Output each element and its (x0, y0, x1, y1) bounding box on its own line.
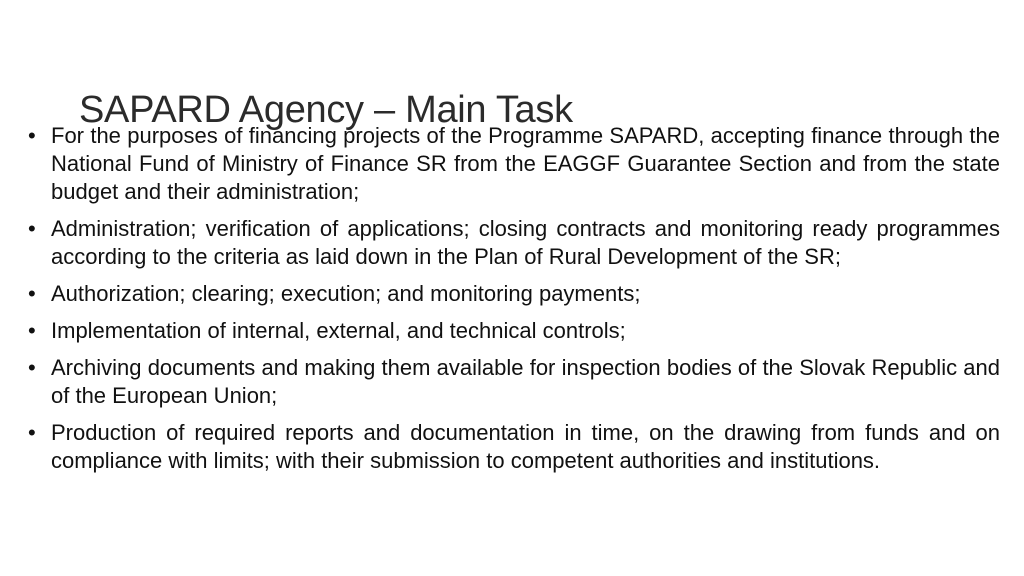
bullet-item (28, 317, 1000, 345)
slide-title: SAPARD Agency – Main Task (79, 89, 573, 132)
bullet-item (28, 354, 1000, 410)
bullet-item (28, 215, 1000, 271)
bullet-icon: • (28, 420, 36, 445)
bullet-text: Production of required reports and documentation in time, on the drawing from funds and on compliance with limits; with their submission to competent authorities and institutions. (51, 420, 1000, 473)
bullet-text: For the purposes of financing projects of the Programme SAPARD, accepting finance through the National Fund of Ministry of Finance SR from the EAGGF Guarantee Section and from the state budget and their administration; (51, 123, 1000, 204)
bullet-item (28, 122, 1000, 206)
bullet-text: Archiving documents and making them available for inspection bodies of the Slovak Republic and of the European Union; (51, 355, 1000, 408)
bullet-icon: • (28, 123, 36, 148)
bullet-icon: • (28, 216, 36, 241)
bullet-icon: • (28, 281, 36, 306)
bullet-icon: • (28, 318, 36, 343)
bullet-item (28, 419, 1000, 475)
bullet-item (28, 280, 1000, 308)
bullet-text: Administration; verification of applications; closing contracts and monitoring ready programmes according to the criteria as laid down in the Plan of Rural Development of the SR; (51, 216, 1000, 269)
bullet-icon: • (28, 355, 36, 380)
bullet-text: Implementation of internal, external, and technical controls; (51, 318, 626, 343)
bullet-text: Authorization; clearing; execution; and monitoring payments; (51, 281, 641, 306)
bullet-list (28, 122, 1000, 484)
